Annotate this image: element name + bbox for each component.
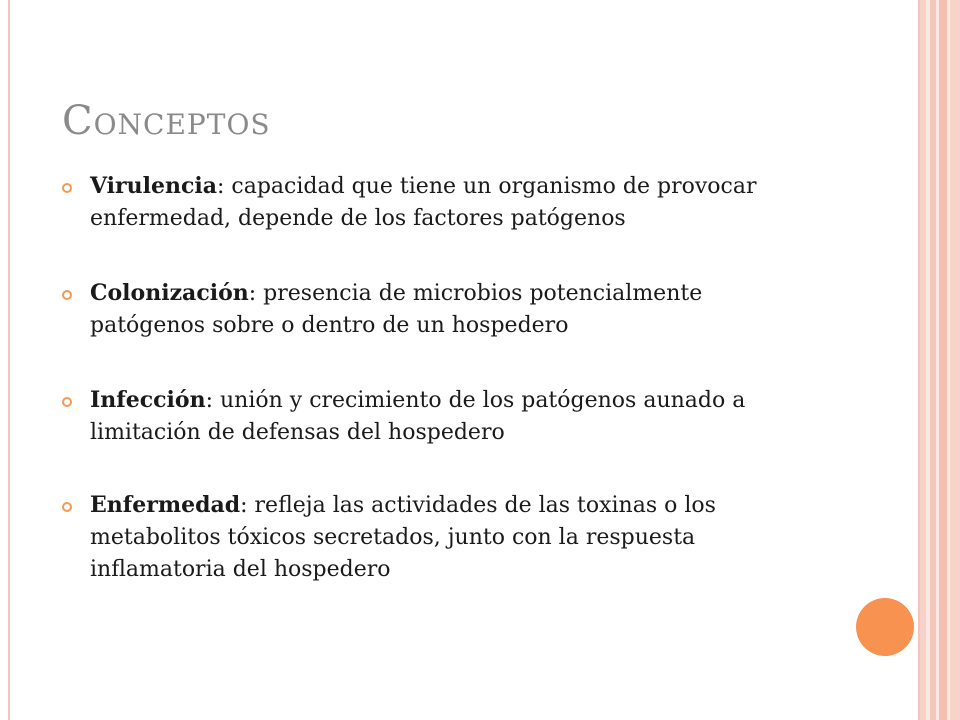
bullet-separator: : bbox=[240, 493, 248, 518]
bullet-enfermedad bbox=[62, 489, 802, 586]
bullet-term: Colonización bbox=[90, 280, 249, 306]
bullet-circle-icon bbox=[62, 502, 72, 512]
slide-title: Conceptos bbox=[62, 98, 271, 144]
bullet-text: refleja las actividades de las toxinas o los metabolitos tóxicos secretados, junto con la respuesta inflamatoria del hospedero bbox=[90, 493, 716, 582]
bullet-list bbox=[62, 170, 802, 628]
bullet-infeccion bbox=[62, 384, 802, 449]
bullet-virulencia bbox=[62, 170, 802, 235]
bullet-circle-icon bbox=[62, 397, 72, 407]
bullet-colonizacion bbox=[62, 277, 802, 342]
bullet-circle-icon bbox=[62, 290, 72, 300]
stripe-7 bbox=[950, 0, 960, 720]
bullet-term: Virulencia bbox=[90, 173, 217, 199]
bullet-separator: : bbox=[205, 388, 213, 413]
decorative-side-stripes bbox=[920, 0, 960, 720]
stripe-5 bbox=[939, 0, 947, 720]
bullet-term: Infección bbox=[90, 387, 206, 413]
bullet-text: presencia de microbios potencialmente patógenos sobre o dentro de un hospedero bbox=[90, 281, 703, 338]
bullet-separator: : bbox=[216, 174, 225, 199]
bullet-separator: : bbox=[248, 281, 257, 306]
bullet-circle-icon bbox=[62, 183, 72, 193]
bullet-term: Enfermedad bbox=[90, 492, 241, 518]
decorative-orange-circle bbox=[856, 598, 914, 656]
bullet-text: capacidad que tiene un organismo de provocar enfermedad, depende de los factores patógenos bbox=[90, 174, 757, 231]
bullet-text: unión y crecimiento de los patógenos aunado a limitación de defensas del hospedero bbox=[90, 388, 746, 445]
